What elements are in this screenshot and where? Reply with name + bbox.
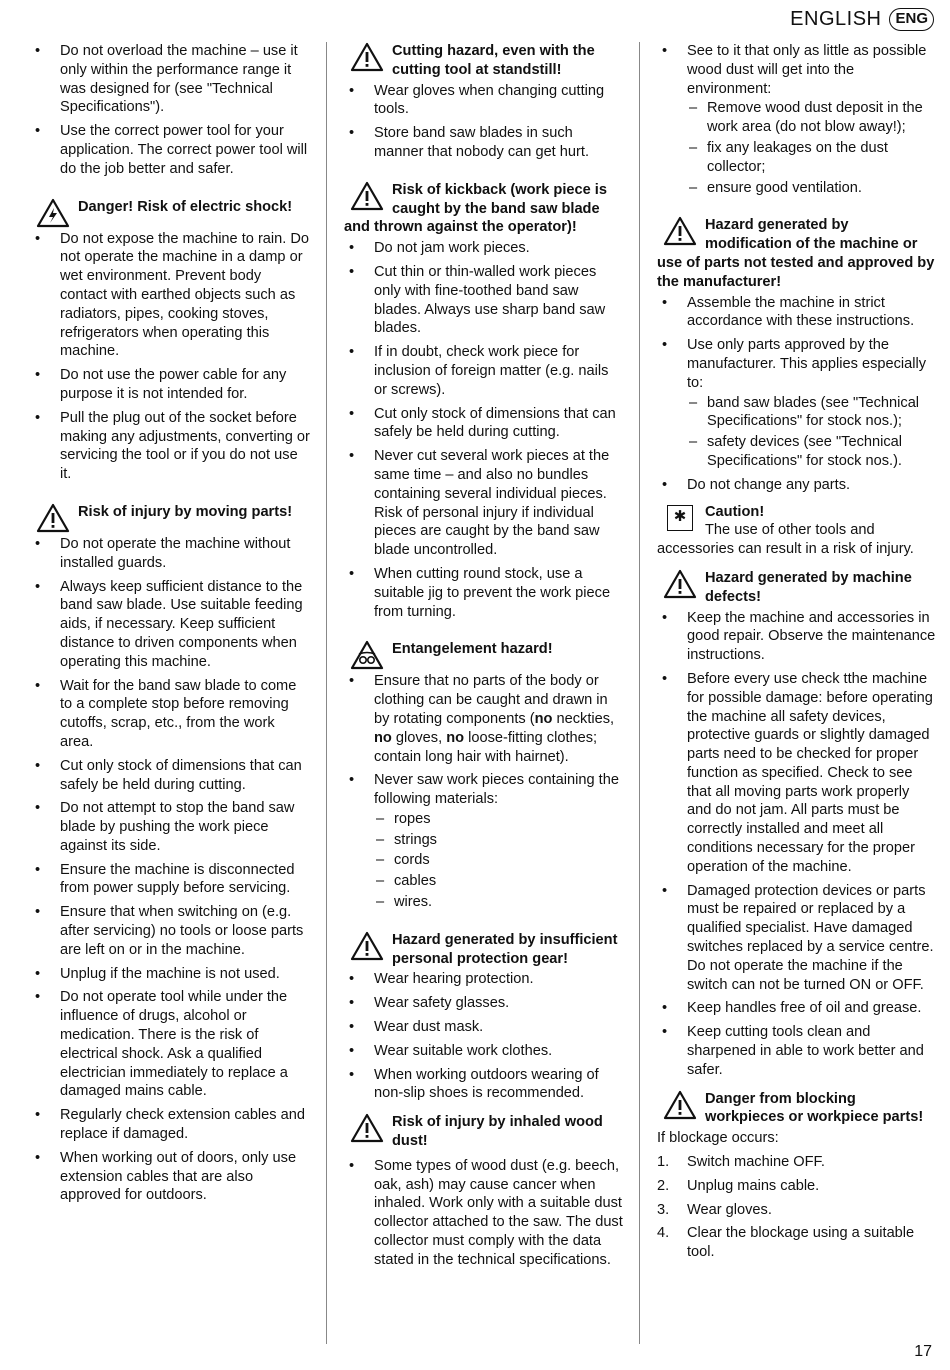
text-segment: neckties, <box>552 710 615 727</box>
list-item: • Cut thin or thin-walled work pieces only with fine-toothed band saw blades. Always use sharp band saw blades. <box>344 263 624 338</box>
warning-triangle-icon <box>350 42 384 72</box>
kickback-warning <box>344 181 624 237</box>
list-item <box>657 1177 937 1196</box>
page-header <box>790 8 934 31</box>
page-number: 17 <box>914 1343 932 1361</box>
sub-list <box>374 810 624 912</box>
list-item: • Store band saw blades in such manner that nobody can get hurt. <box>344 124 624 162</box>
warning-title: Hazard generated by modification of the machine or use of parts not tested and approved by the manufacturer! <box>657 217 935 290</box>
sub-list-item: – cables <box>374 872 624 891</box>
list-item <box>344 672 624 766</box>
emphasis-no: no <box>374 729 392 746</box>
list-item: • Damaged protection devices or parts must be repaired or replaced by a qualified specialist. Have damaged switches replaced by a service centre. Do not operate the machine if the switch can not be turned ON or OFF. <box>657 882 937 995</box>
moving-parts-warning <box>30 503 310 522</box>
list-item: • Assemble the machine in strict accordance with these instructions. <box>657 294 937 332</box>
list-item <box>344 771 624 912</box>
warning-triangle-icon <box>350 1113 384 1143</box>
warning-title: Risk of kickback (work piece is caught by the band saw blade and thrown against the operator)! <box>344 181 607 236</box>
list-item: • Wait for the band saw blade to come to a complete stop before removing cutoffs, scrap, etc., from the work area. <box>30 677 310 752</box>
text-segment: Ensure that no parts of the body or clothing can be caught and drawn in by rotating components ( <box>374 673 608 727</box>
list-item: • Cut only stock of dimensions that can safely be held during cutting. <box>344 405 624 443</box>
list-item <box>657 1224 937 1262</box>
sub-list-item: – wires. <box>374 893 624 912</box>
column-2 <box>344 42 624 1275</box>
list-item: • When working outdoors wearing of non-slip shoes is recommended. <box>344 1066 624 1104</box>
warning-title: Entangelement hazard! <box>392 641 553 658</box>
list-item-text: Use only parts approved by the manufacturer. This applies especially to: <box>687 337 927 391</box>
list-item: • Wear safety glasses. <box>344 994 624 1013</box>
warning-title: Risk of injury by inhaled wood dust! <box>392 1114 603 1150</box>
list-item-text: Never saw work pieces containing the following materials: <box>374 772 619 808</box>
list-item: • Do not attempt to stop the band saw blade by pushing the work piece against its side. <box>30 799 310 855</box>
cutting-hazard-warning <box>344 42 624 80</box>
warning-triangle-icon <box>663 569 697 599</box>
text-segment: gloves, <box>391 729 447 746</box>
list-item: • Do not use the power cable for any purpose it is not intended for. <box>30 366 310 404</box>
list-item: • If in doubt, check work piece for inclusion of foreign matter (e.g. nails or screws). <box>344 343 624 399</box>
warning-title: Hazard generated by insufficient personal protection gear! <box>392 931 618 967</box>
list-item: • Wear suitable work clothes. <box>344 1042 624 1061</box>
bullet-list <box>657 609 937 1080</box>
list-item: • Pull the plug out of the socket before making any adjustments, converting or servicing the tool or if you do not use it. <box>30 409 310 484</box>
list-item: • Wear hearing protection. <box>344 970 624 989</box>
warning-triangle-icon <box>36 503 70 533</box>
bullet-list <box>657 294 937 495</box>
warning-title: Cutting hazard, even with the cutting tool at standstill! <box>392 43 595 78</box>
warning-title: Hazard generated by machine defects! <box>705 569 912 605</box>
bullet-list <box>344 82 624 162</box>
list-item: • Do not expose the machine to rain. Do not operate the machine in a damp or wet environment. Prevent body contact with earthed objects such as radiators, pipes, cooking stoves, refrigerators when operating this machine. <box>30 230 310 362</box>
step-text: Wear gloves. <box>687 1201 772 1218</box>
list-item: • Use the correct power tool for your application. The correct power tool will do the job better and safer. <box>30 122 310 178</box>
language-label: ENGLISH <box>790 8 882 30</box>
warning-title: Danger from blocking workpieces or workpiece parts! <box>705 1090 924 1126</box>
caution-text: The use of other tools and accessories can result in a risk of injury. <box>657 522 914 558</box>
bullet-list <box>30 230 310 484</box>
sub-list-item: – ropes <box>374 810 624 829</box>
warning-triangle-icon <box>350 181 384 211</box>
sub-list-item: – strings <box>374 831 624 850</box>
list-item: • Wear dust mask. <box>344 1018 624 1037</box>
sub-list-item: – fix any leakages on the dust collector; <box>687 139 937 177</box>
caution-title: Caution! <box>705 503 765 520</box>
entanglement-hazard-icon <box>350 640 384 670</box>
electric-hazard-icon <box>36 198 70 228</box>
bullet-list <box>344 970 624 1103</box>
list-item <box>657 1153 937 1172</box>
step-number: 3. <box>657 1201 670 1218</box>
bullet-list <box>657 42 937 197</box>
step-number: 4. <box>657 1225 670 1242</box>
column-1 <box>30 42 310 1210</box>
list-item: • Ensure that when switching on (e.g. after servicing) no tools or loose parts are left on or in the machine. <box>30 903 310 959</box>
bullet-list <box>344 239 624 621</box>
warning-title: Risk of injury by moving parts! <box>78 503 293 520</box>
sub-list-item: – cords <box>374 851 624 870</box>
sub-list-item: – band saw blades (see "Technical Specifications" for stock nos.); <box>687 394 937 432</box>
step-text: Clear the blockage using a suitable tool. <box>687 1225 915 1261</box>
warning-triangle-icon <box>663 216 697 246</box>
text-segment: loose-fitting clothes; contain long hair with hairnet). <box>374 729 598 765</box>
list-item-text: See to it that only as little as possible wood dust will get into the environment: <box>687 43 927 97</box>
sub-list-item: – Remove wood dust deposit in the work area (do not blow away!); <box>687 99 937 137</box>
list-item: • Always keep sufficient distance to the band saw blade. Use suitable feeding aids, if necessary. Keep sufficient distance to driven components when operating this machine. <box>30 578 310 672</box>
entanglement-warning <box>344 640 624 659</box>
list-item: • Wear gloves when changing cutting tools. <box>344 82 624 120</box>
column-divider <box>326 42 327 1344</box>
list-item: • When cutting round stock, use a suitable jig to prevent the work piece from turning. <box>344 565 624 621</box>
emphasis-no: no <box>534 710 553 727</box>
bullet-list <box>30 535 310 1205</box>
protection-gear-warning <box>344 931 624 969</box>
list-item: • Do not change any parts. <box>657 476 937 495</box>
blockage-intro: If blockage occurs: <box>657 1130 779 1147</box>
list-item: • Never cut several work pieces at the same time – and also no bundles containing several individual pieces. Risk of personal injury if individual pieces are caught by the band saw blade uncontrolled. <box>344 447 624 560</box>
caution-icon: ✱ <box>667 505 693 531</box>
list-item: • Unplug if the machine is not used. <box>30 965 310 984</box>
warning-triangle-icon <box>663 1090 697 1120</box>
bullet-list <box>344 672 624 912</box>
warning-title: Danger! Risk of electric shock! <box>78 198 293 215</box>
column-3 <box>657 42 937 1267</box>
list-item: • Keep handles free of oil and grease. <box>657 999 937 1018</box>
list-item: • Before every use check tthe machine for possible damage: before operating the machine all safety devices, protective guards or slightly damaged parts need to be checked for proper function as specified. Check to see that all moving parts work properly and do not jam. All parts must be correctly installed and meet all conditions necessary for the proper operation of the machine. <box>657 670 937 877</box>
list-item: • Do not jam work pieces. <box>344 239 624 258</box>
numbered-list <box>657 1153 937 1262</box>
caution-note <box>657 503 937 559</box>
machine-defects-warning <box>657 569 937 607</box>
step-number: 2. <box>657 1177 670 1194</box>
emphasis-no: no <box>446 729 465 746</box>
sub-list-item: – safety devices (see "Technical Specifications" for stock nos.). <box>687 433 937 471</box>
wood-dust-warning <box>344 1113 624 1151</box>
list-item: • Do not overload the machine – use it only within the performance range it was designed for (see "Technical Specifications"). <box>30 42 310 117</box>
warning-triangle-icon <box>350 931 384 961</box>
list-item: • Keep the machine and accessories in good repair. Observe the maintenance instructions. <box>657 609 937 665</box>
step-text: Switch machine OFF. <box>687 1154 825 1171</box>
blocking-warning <box>657 1090 937 1128</box>
language-badge: ENG <box>889 8 934 31</box>
list-item: • Some types of wood dust (e.g. beech, oak, ash) may cause cancer when inhaled. Work only with a suitable dust collector attached to the saw. The dust collector must comply with the data stated in the technical specifications. <box>344 1157 624 1270</box>
electric-shock-warning <box>30 198 310 217</box>
sub-list <box>687 394 937 471</box>
column-divider <box>639 42 640 1344</box>
sub-list-item: – ensure good ventilation. <box>687 179 937 198</box>
list-item: • Do not operate tool while under the influence of drugs, alcohol or medication. There is the risk of electrical shock. Ask a qualified electrician immediately to replace a damaged mains cable. <box>30 988 310 1101</box>
bullet-list <box>30 42 310 179</box>
modification-warning <box>657 216 937 291</box>
step-number: 1. <box>657 1154 670 1171</box>
sub-list <box>687 99 937 197</box>
list-item <box>657 336 937 471</box>
list-item: • Regularly check extension cables and replace if damaged. <box>30 1106 310 1144</box>
list-item: • Ensure the machine is disconnected from power supply before servicing. <box>30 861 310 899</box>
bullet-list <box>344 1153 624 1270</box>
list-item: • Cut only stock of dimensions that can safely be held during cutting. <box>30 757 310 795</box>
list-item <box>657 42 937 197</box>
list-item: • When working out of doors, only use extension cables that are also approved for outdoors. <box>30 1149 310 1205</box>
list-item <box>657 1201 937 1220</box>
list-item: • Do not operate the machine without installed guards. <box>30 535 310 573</box>
step-text: Unplug mains cable. <box>687 1177 820 1194</box>
list-item: • Keep cutting tools clean and sharpened in able to work better and safer. <box>657 1023 937 1079</box>
